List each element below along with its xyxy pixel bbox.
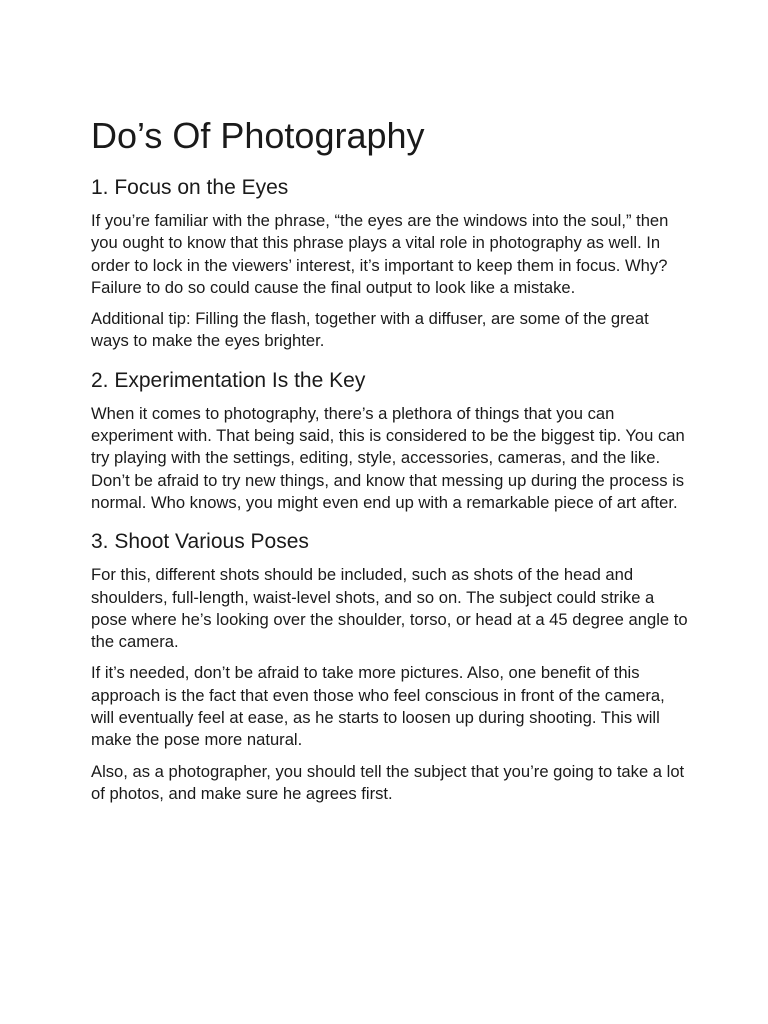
paragraph: If it’s needed, don’t be afraid to take more pictures. Also, one benefit of this approach is the fact that even those who feel conscious in front of the camera, will eventually feel at ease, as he starts to loosen up during shooting. This will make the pose more natural. (91, 663, 665, 750)
paragraph: For this, different shots should be included, such as shots of the head and shoulders, full-length, waist-level shots, and so on. The subject could strike a pose where he’s looking over the shoulder, torso, or head at a 45 degree angle to the camera. (91, 565, 688, 652)
paragraph: Additional tip: Filling the flash, together with a diffuser, are some of the great ways to make the eyes brighter. (91, 309, 649, 351)
paragraph: Also, as a photographer, you should tell the subject that you’re going to take a lot of photos, and make sure he agrees first. (91, 761, 685, 803)
section-heading: 1. Focus on the Eyes (91, 176, 289, 199)
section-focus-on-eyes (91, 174, 691, 353)
section-shoot-various-poses (91, 528, 691, 805)
paragraph: If you’re familiar with the phrase, “the eyes are the windows into the soul,” then you ought to know that this phrase plays a vital role in photography as well. In order to lock in the viewers’ interest, it’s important to keep them in focus. Why? Failure to do so could cause the final output to look like a mistake. (91, 211, 669, 297)
section-heading: 2. Experimentation Is the Key (91, 368, 366, 392)
section-experimentation (91, 367, 691, 514)
section-heading: 3. Shoot Various Poses (91, 530, 309, 554)
paragraph: When it comes to photography, there’s a plethora of things that you can experiment with. That being said, this is considered to be the biggest tip. You can try playing with the settings, editing, style, accessories, cameras, and the like. Don’t be afraid to try new things, and know that messing up during the process is normal. Who knows, you might even end up with a remarkable piece of art after. (91, 403, 685, 512)
document-title: Do’s Of Photography (91, 115, 425, 156)
document-page (91, 112, 691, 819)
